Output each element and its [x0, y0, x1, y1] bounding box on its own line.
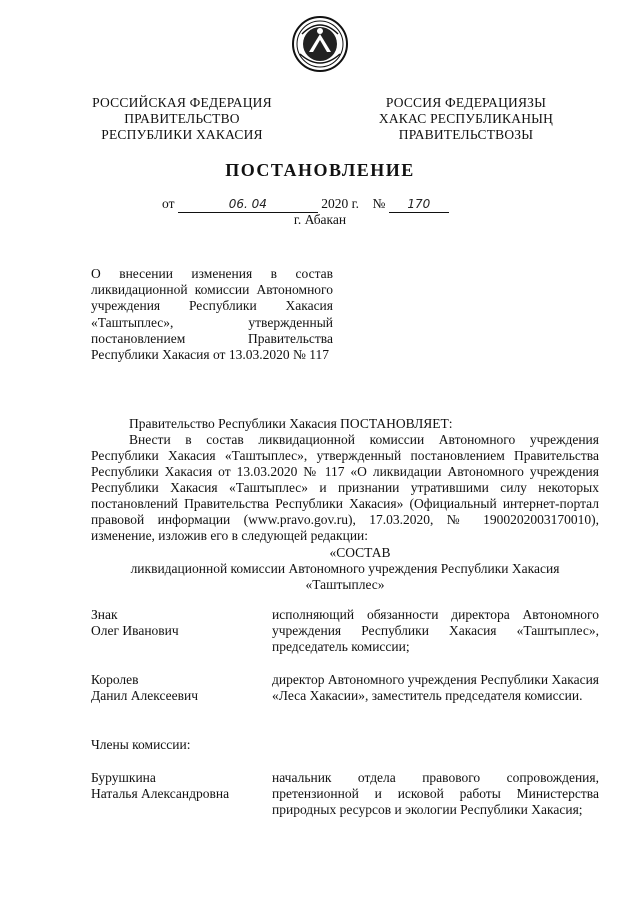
composition-line-3: «Таштыплес» — [305, 577, 385, 592]
header-right-line-2: ХАКАС РЕСПУБЛИКАНЫҢ — [378, 111, 554, 126]
document-title: ПОСТАНОВЛЕНИЕ — [225, 160, 415, 180]
members-label: Члены комиссии: — [91, 737, 191, 752]
member-given-name: Данил Алексеевич — [91, 688, 198, 704]
coat-of-arms-emblem — [290, 14, 350, 74]
number-handwritten: 170 — [407, 197, 431, 211]
subject-block: О внесении изменения в состав ликвидационной комиссии Автономного учреждения Республики Хакасия «Таштыплес», утвержденный постановлением Правительства Республики Хакасия от 13.03.2020 № 117 — [91, 266, 333, 363]
member-name-1 — [91, 607, 261, 639]
composition-line-2: ликвидационной комиссии Автономного учреждения Республики Хакасия — [130, 561, 560, 576]
member-given-name: Олег Иванович — [91, 623, 179, 639]
header-right-line-3: ПРАВИТЕЛЬСТВОЗЫ — [398, 127, 534, 142]
member-role-2: директор Автономного учреждения Республики Хакасия «Леса Хакасии», заместитель председателя комиссии. — [272, 672, 599, 704]
member-surname: Бурушкина — [91, 770, 156, 785]
date-line — [162, 196, 492, 213]
header-left-line-1: РОССИЙСКАЯ ФЕДЕРАЦИЯ — [92, 95, 272, 110]
member-role-3: начальник отдела правового сопровождения, претензионной и исковой работы Министерства природных ресурсов и экологии Республики Хакасия; — [272, 770, 599, 818]
date-year: 2020 г. — [321, 196, 359, 211]
city: г. Абакан — [293, 212, 347, 227]
date-prefix: от — [162, 196, 175, 211]
number-field — [389, 196, 449, 213]
member-role-1: исполняющий обязанности директора Автономного учреждения Республики Хакасия «Таштыплес», председатель комиссии; — [272, 607, 599, 655]
number-label: № — [372, 196, 386, 211]
composition-heading: «СОСТАВ — [329, 545, 391, 560]
date-handwritten: 06. 04 — [228, 197, 267, 211]
header-right-line-1: РОССИЯ ФЕДЕРАЦИЯЗЫ — [385, 95, 547, 110]
body-paragraph-1: Правительство Республики Хакасия ПОСТАНОВЛЯЕТ: — [129, 416, 453, 431]
member-name-2 — [91, 672, 261, 704]
body-paragraph-2: Внести в состав ликвидационной комиссии Автономного учреждения Республики Хакасия «Таштыплес», утвержденный постановлением Правительства Республики Хакасия от 13.03.2020 № 117 «О ликвидации Автономного учреждения Республики Хакасия «Таштыплес» и признании утратившими силу некоторых постановлений Правительства Республики Хакасия» (Официальный интернет-портал правовой информации (www.pravo.gov.ru), 17.03.2020, № 1900202003170010), изменение, изложив его в следующей редакции: — [91, 432, 599, 543]
header-left-line-2: ПРАВИТЕЛЬСТВО — [124, 111, 240, 126]
member-given-name: Наталья Александровна — [91, 786, 230, 802]
header-right — [358, 95, 574, 143]
member-surname: Знак — [91, 607, 118, 622]
member-surname: Королев — [91, 672, 139, 687]
member-name-3 — [91, 770, 261, 802]
header-left-line-3: РЕСПУБЛИКИ ХАКАСИЯ — [101, 127, 263, 142]
header-left — [82, 95, 282, 143]
date-field — [178, 196, 318, 213]
